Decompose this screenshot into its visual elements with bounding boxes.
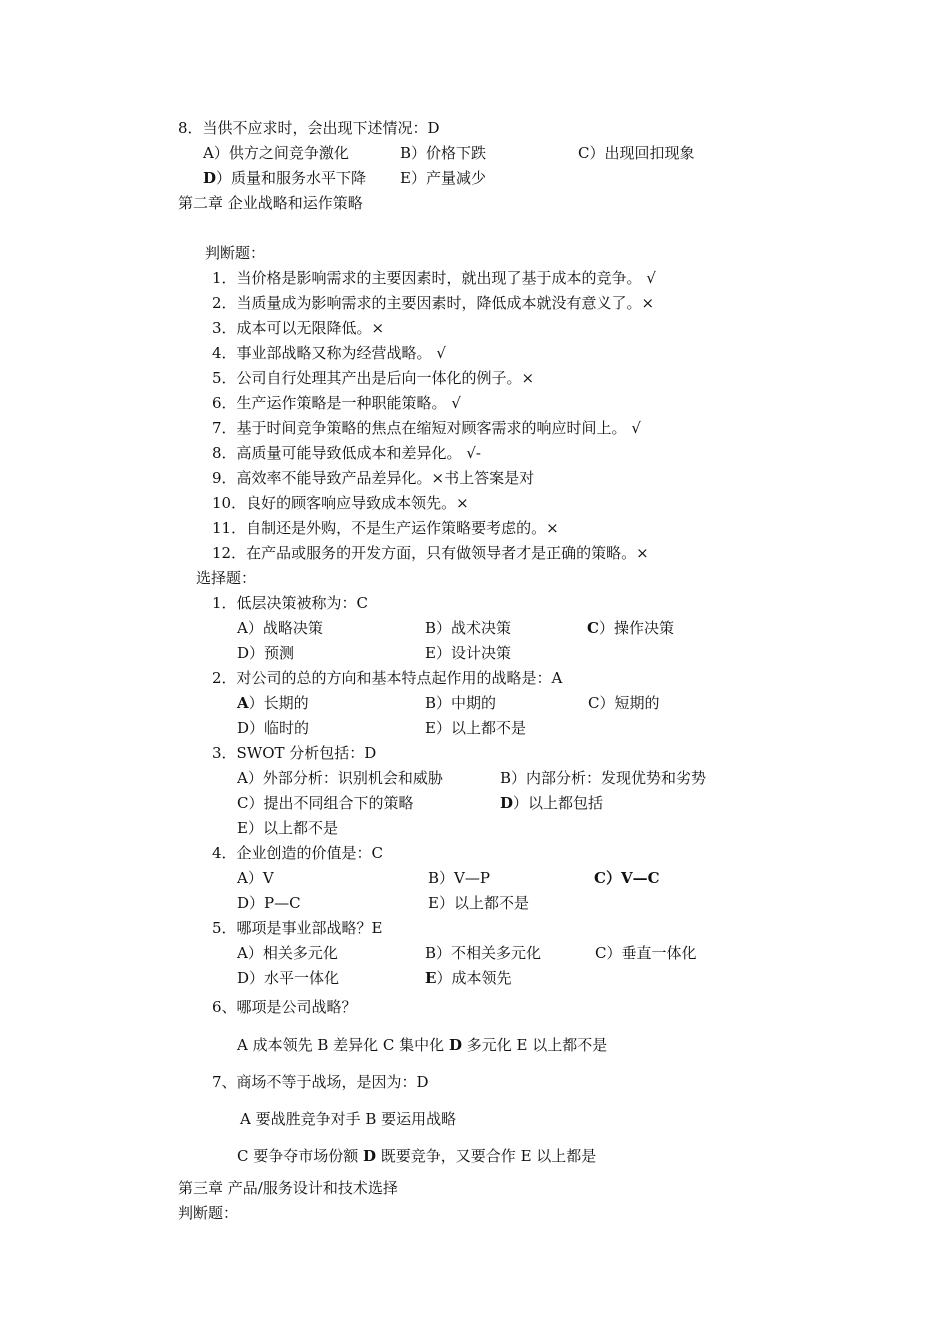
choice-6-stem: 6、哪项是公司战略？ xyxy=(212,998,357,1016)
option-a: A）外部分析：识别机会和威胁 xyxy=(237,769,443,787)
option-b: B）不相关多元化 xyxy=(425,944,542,962)
option-a: A）V xyxy=(237,869,274,887)
judge-item: 8．高质量可能导致低成本和差异化。 √- xyxy=(212,444,481,462)
choice-7-options-line2: C 要争夺市场份额 D 既要竞争，又要合作 E 以上都是 xyxy=(237,1147,597,1165)
choice-7-options-line1: A 要战胜竞争对手 B 要运用战略 xyxy=(240,1110,457,1128)
judge-item: 12．在产品或服务的开发方面，只有做领导者才是正确的策略。× xyxy=(212,544,649,562)
judge-item: 4．事业部战略又称为经营战略。 √ xyxy=(212,344,446,362)
choice-1-stem: 1．低层决策被称为：C xyxy=(212,594,369,612)
option-d: D）水平一体化 xyxy=(237,969,340,987)
judge-heading: 判断题： xyxy=(178,1204,239,1222)
judge-item: 10．良好的顾客响应导致成本领先。× xyxy=(212,494,469,512)
chapter-2-title: 第二章 企业战略和运作策略 xyxy=(178,194,363,212)
option-c: C）操作决策 xyxy=(587,619,674,637)
choice-3-stem: 3．SWOT 分析包括：D xyxy=(212,744,377,762)
option-a: A）战略决策 xyxy=(237,619,323,637)
option-e: E）设计决策 xyxy=(425,644,511,662)
chapter-3-title: 第三章 产品/服务设计和技术选择 xyxy=(178,1179,398,1197)
judge-heading: 判断题： xyxy=(205,244,266,262)
option-c: C）出现回扣现象 xyxy=(578,144,695,162)
judge-item: 9．高效率不能导致产品差异化。×书上答案是对 xyxy=(212,469,535,487)
judge-item: 11．自制还是外购，不是生产运作策略要考虑的。× xyxy=(212,519,559,537)
option-b: B）战术决策 xyxy=(425,619,512,637)
option-a: A）长期的 xyxy=(237,694,309,712)
option-a: A）供方之间竞争激化 xyxy=(203,144,349,162)
choice-heading: 选择题： xyxy=(196,569,257,587)
option-e: E）产量减少 xyxy=(400,169,486,187)
judge-item: 7．基于时间竞争策略的焦点在缩短对顾客需求的响应时间上。 √ xyxy=(212,419,641,437)
judge-item: 6．生产运作策略是一种职能策略。 √ xyxy=(212,394,461,412)
option-c: C）短期的 xyxy=(588,694,660,712)
option-d: D）临时的 xyxy=(237,719,310,737)
judge-item: 2．当质量成为影响需求的主要因素时，降低成本就没有意义了。× xyxy=(212,294,655,312)
option-b: B）V—P xyxy=(428,869,490,887)
question-8-stem: 8．当供不应求时，会出现下述情况：D xyxy=(178,119,440,137)
option-c: C）V—C xyxy=(594,869,660,887)
choice-6-options: A 成本领先 B 差异化 C 集中化 D 多元化 E 以上都不是 xyxy=(237,1036,608,1054)
option-d: D）质量和服务水平下降 xyxy=(203,169,367,187)
option-d: D）以上都包括 xyxy=(500,794,604,812)
option-e: E）成本领先 xyxy=(425,969,512,987)
option-e: E）以上都不是 xyxy=(425,719,526,737)
option-c: C）垂直一体化 xyxy=(595,944,697,962)
choice-7-stem: 7、商场不等于战场，是因为：D xyxy=(212,1073,429,1091)
choice-5-stem: 5．哪项是事业部战略？E xyxy=(212,919,383,937)
option-e: E）以上都不是 xyxy=(428,894,529,912)
option-b: B）内部分析：发现优势和劣势 xyxy=(500,769,707,787)
option-e: E）以上都不是 xyxy=(237,819,338,837)
judge-item: 1．当价格是影响需求的主要因素时，就出现了基于成本的竞争。 √ xyxy=(212,269,656,287)
option-d: D）预测 xyxy=(237,644,295,662)
choice-4-stem: 4．企业创造的价值是：C xyxy=(212,844,384,862)
choice-2-stem: 2．对公司的总的方向和基本特点起作用的战略是：A xyxy=(212,669,563,687)
option-c: C）提出不同组合下的策略 xyxy=(237,794,414,812)
option-a: A）相关多元化 xyxy=(237,944,338,962)
judge-item: 3．成本可以无限降低。× xyxy=(212,319,385,337)
option-b: B）中期的 xyxy=(425,694,497,712)
option-b: B）价格下跌 xyxy=(400,144,487,162)
judge-item: 5．公司自行处理其产出是后向一体化的例子。× xyxy=(212,369,535,387)
option-d: D）P—C xyxy=(237,894,301,912)
